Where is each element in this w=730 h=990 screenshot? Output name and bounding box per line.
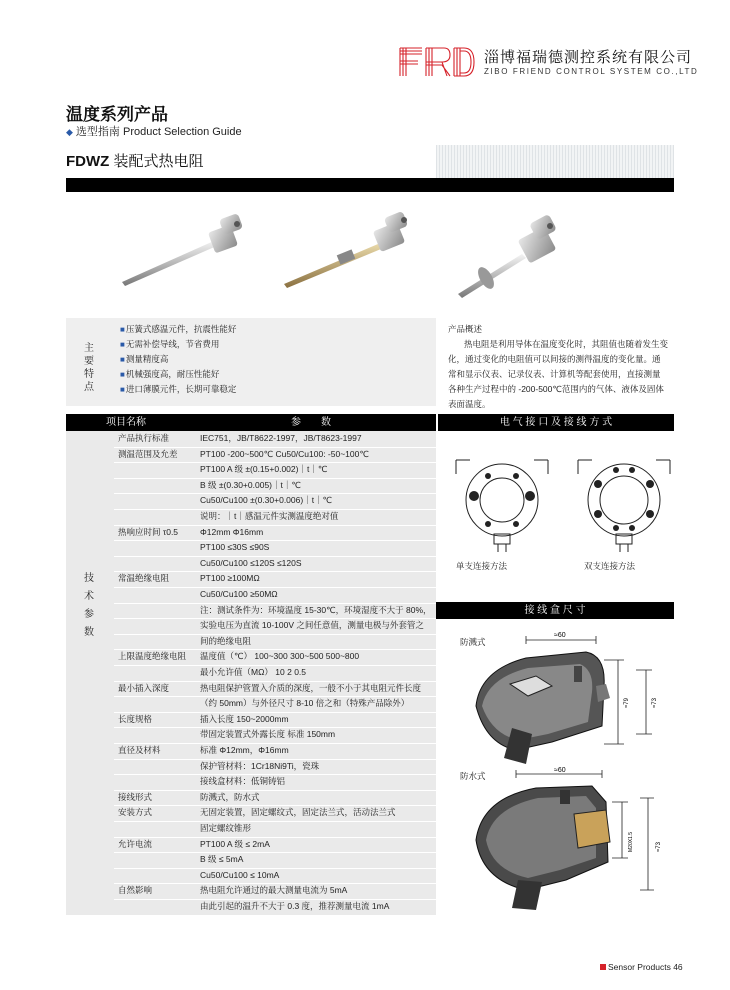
row-name: 上限温度绝缘电阻 bbox=[118, 651, 187, 662]
table-row bbox=[114, 478, 436, 495]
row-param: 实验电压为直流 10-100V 之间任意值，测量电极与外套管之 bbox=[200, 620, 424, 631]
features-label: 主要特点 bbox=[84, 343, 94, 393]
dimension-60-waterproof: ≈60 bbox=[554, 767, 566, 774]
table-row bbox=[114, 743, 436, 760]
product-photos bbox=[66, 196, 674, 314]
table-row bbox=[114, 618, 436, 635]
table-row bbox=[114, 759, 436, 776]
row-param: 无固定装置，固定螺纹式，固定法兰式，活动法兰式 bbox=[200, 807, 396, 818]
bullet-square-icon: ■ bbox=[120, 355, 125, 364]
table-row bbox=[114, 571, 436, 588]
table-row bbox=[114, 727, 436, 744]
selection-guide bbox=[66, 123, 242, 139]
row-param: 说明：｜t｜感温元件实测温度绝对值 bbox=[200, 511, 339, 521]
list-item: ■进口薄膜元件，长期可靠稳定 bbox=[120, 384, 237, 394]
row-name: 测温范围及允差 bbox=[118, 448, 178, 459]
row-param: IEC751，JB/T8622-1997，JB/T8623-1997 bbox=[200, 433, 362, 443]
table-row bbox=[114, 899, 436, 916]
row-param: PT100 A 级 ≤ 2mA bbox=[200, 838, 270, 849]
company-name-en: ZIBO FRIEND CONTROL SYSTEM CO.,LTD bbox=[484, 67, 699, 76]
table-row bbox=[114, 493, 436, 510]
table-row bbox=[114, 587, 436, 604]
row-param: Φ12mm Φ16mm bbox=[200, 526, 264, 537]
dimension-m20: M20X1.5 bbox=[628, 831, 634, 852]
row-name: 自然影响 bbox=[118, 885, 153, 896]
waterproof-box-drawing bbox=[456, 762, 672, 912]
row-param: PT100 ≤30S ≤90S bbox=[200, 542, 270, 553]
double-wiring-caption: 双支连接方法 bbox=[584, 561, 636, 571]
table-row bbox=[114, 837, 436, 854]
table-row bbox=[114, 525, 436, 542]
table-row bbox=[114, 821, 436, 838]
row-param: 最小允许值（MΩ） 10 2 0.5 bbox=[200, 667, 307, 677]
table-row bbox=[114, 665, 436, 682]
dimension-73: ≈73 bbox=[652, 698, 658, 708]
splash-type-label: 防溅式 bbox=[460, 637, 486, 647]
table-row bbox=[114, 462, 436, 479]
table-row bbox=[114, 540, 436, 557]
bullet-square-icon: ■ bbox=[120, 340, 125, 349]
list-item: ■无需补偿导线，节省费用 bbox=[120, 339, 220, 349]
company-name-cn: 淄博福瑞德测控系统有限公司 bbox=[484, 49, 693, 66]
row-param: PT100 ≥100MΩ bbox=[200, 573, 260, 584]
row-name: 安装方式 bbox=[118, 807, 153, 818]
product-photo-3 bbox=[458, 214, 557, 298]
page-footer bbox=[600, 962, 683, 972]
table-row bbox=[114, 696, 436, 713]
product-photo-1 bbox=[122, 213, 243, 286]
row-param: 热电阻允许通过的最大测量电流为 5mA bbox=[200, 885, 348, 896]
row-param: Cu50/Cu100 ≤120S ≤120S bbox=[200, 557, 302, 568]
row-param: Cu50/Cu100 ±(0.30+0.006)｜t｜℃ bbox=[200, 495, 333, 506]
row-param: PT100 A 级 ±(0.15+0.002)｜t｜℃ bbox=[200, 464, 328, 475]
list-item: ■机械强度高，耐压性能好 bbox=[120, 369, 220, 379]
row-name: 热响应时间 τ0.5 bbox=[118, 526, 179, 537]
table-row bbox=[114, 774, 436, 791]
table-row bbox=[114, 883, 436, 900]
table-row bbox=[114, 852, 436, 869]
table-row bbox=[114, 805, 436, 822]
row-param: Cu50/Cu100 ≥50MΩ bbox=[200, 589, 278, 599]
table-row bbox=[114, 790, 436, 807]
list-item: ■压簧式感温元件，抗震性能好 bbox=[120, 324, 237, 334]
row-param: 插入长度 150~2000mm bbox=[200, 713, 289, 724]
single-wiring-diagram bbox=[452, 452, 552, 556]
row-param: 带固定装置式外露长度 标准 150mm bbox=[200, 729, 336, 740]
table-row bbox=[114, 509, 436, 526]
row-param: 固定螺纹锥形 bbox=[200, 823, 252, 833]
dimension-73-waterproof: ≈73 bbox=[656, 842, 662, 852]
row-name: 允许电流 bbox=[118, 838, 153, 849]
model-title bbox=[66, 150, 204, 171]
row-param: 由此引起的温升不大于 0.3 度，推荐测量电流 1mA bbox=[200, 901, 390, 911]
row-param: 温度值（℃） 100~300 300~500 500~800 bbox=[200, 651, 360, 662]
row-param: 防溅式，防水式 bbox=[200, 791, 260, 802]
bullet-square-icon: ■ bbox=[120, 325, 125, 334]
double-wiring-diagram bbox=[574, 452, 674, 556]
overview-text: 热电阻是利用导体在温度变化时，其阻值也随着发生变化，通过变化的电阻值可以间接的测得温度的变化量。通常和显示仪表、记录仪表、计算机等配套使用，直接测量各种生产过程中的 -200-500℃范围内的气体、液体及固体表面温度。 bbox=[448, 339, 669, 409]
table-row bbox=[114, 603, 436, 620]
table-row bbox=[114, 431, 436, 448]
dimension-79: ≈79 bbox=[624, 698, 630, 708]
row-param: （约 50mm）与外径尺寸 8-10 倍之和（特殊产品除外） bbox=[200, 698, 410, 709]
row-param: PT100 -200~500℃ Cu50/Cu100: -50~100℃ bbox=[200, 448, 369, 459]
table-row bbox=[114, 634, 436, 651]
product-photo-2 bbox=[284, 211, 408, 288]
table-header-param: 参 数 bbox=[186, 414, 436, 431]
bullet-square-icon: ■ bbox=[120, 370, 125, 379]
guide-text: 选型指南 Product Selection Guide bbox=[75, 126, 242, 138]
splash-box-drawing bbox=[456, 626, 672, 766]
table-row bbox=[114, 556, 436, 573]
features-list bbox=[120, 322, 236, 397]
row-param: B 级 ≤ 5mA bbox=[200, 854, 244, 865]
row-param: 注：测试条件为：环境温度 15-30℃，环境湿度不大于 80%， bbox=[200, 604, 432, 615]
table-row bbox=[114, 447, 436, 464]
row-param: 标准 Φ12mm，Φ16mm bbox=[200, 745, 289, 755]
footer-text: Sensor Products 46 bbox=[608, 962, 683, 972]
row-param: 热电阻保护管置入介质的深度，一般不小于其电阻元件长度 bbox=[200, 682, 422, 693]
row-name: 最小插入深度 bbox=[118, 682, 170, 693]
list-item: ■测量精度高 bbox=[120, 354, 169, 364]
junction-box-title: 接 线 盒 尺 寸 bbox=[436, 602, 674, 619]
row-param: 接线盒材料：低铜铸铝 bbox=[200, 776, 286, 787]
row-param: B 级 ±(0.30+0.005)｜t｜℃ bbox=[200, 479, 301, 490]
frd-logo bbox=[398, 46, 476, 78]
row-param: 保护管材料：1Cr18Ni9Ti，瓷珠 bbox=[200, 760, 320, 771]
row-param: Cu50/Cu100 ≤ 10mA bbox=[200, 869, 280, 880]
red-square-icon bbox=[600, 964, 606, 970]
title-underline-bar bbox=[66, 178, 674, 192]
single-wiring-caption: 单支连接方法 bbox=[456, 561, 508, 571]
table-row bbox=[114, 681, 436, 698]
table-row bbox=[114, 868, 436, 885]
row-name: 长度规格 bbox=[118, 713, 153, 724]
bullet-square-icon: ■ bbox=[120, 385, 125, 394]
page-title: 温度系列产品 bbox=[66, 105, 168, 124]
table-row bbox=[114, 712, 436, 729]
spec-table-label: 技术参数 bbox=[84, 573, 94, 638]
overview-title: 产品概述 bbox=[448, 324, 483, 334]
row-param: 间的绝缘电阻 bbox=[200, 635, 252, 646]
model-name: 装配式热电阻 bbox=[113, 153, 204, 170]
dimension-60: ≈60 bbox=[554, 632, 566, 639]
row-name: 产品执行标准 bbox=[118, 433, 170, 443]
waterproof-type-label: 防水式 bbox=[460, 771, 486, 781]
diamond-icon: ◆ bbox=[66, 127, 73, 137]
table-row bbox=[114, 649, 436, 666]
row-name: 常温绝缘电阻 bbox=[118, 573, 170, 584]
row-name: 接线形式 bbox=[118, 791, 153, 802]
table-header-item: 项目名称 bbox=[66, 414, 186, 431]
model-code: FDWZ bbox=[66, 153, 110, 170]
wiring-title: 电 气 接 口 及 接 线 方 式 bbox=[436, 414, 674, 431]
row-name: 直径及材料 bbox=[118, 745, 161, 755]
